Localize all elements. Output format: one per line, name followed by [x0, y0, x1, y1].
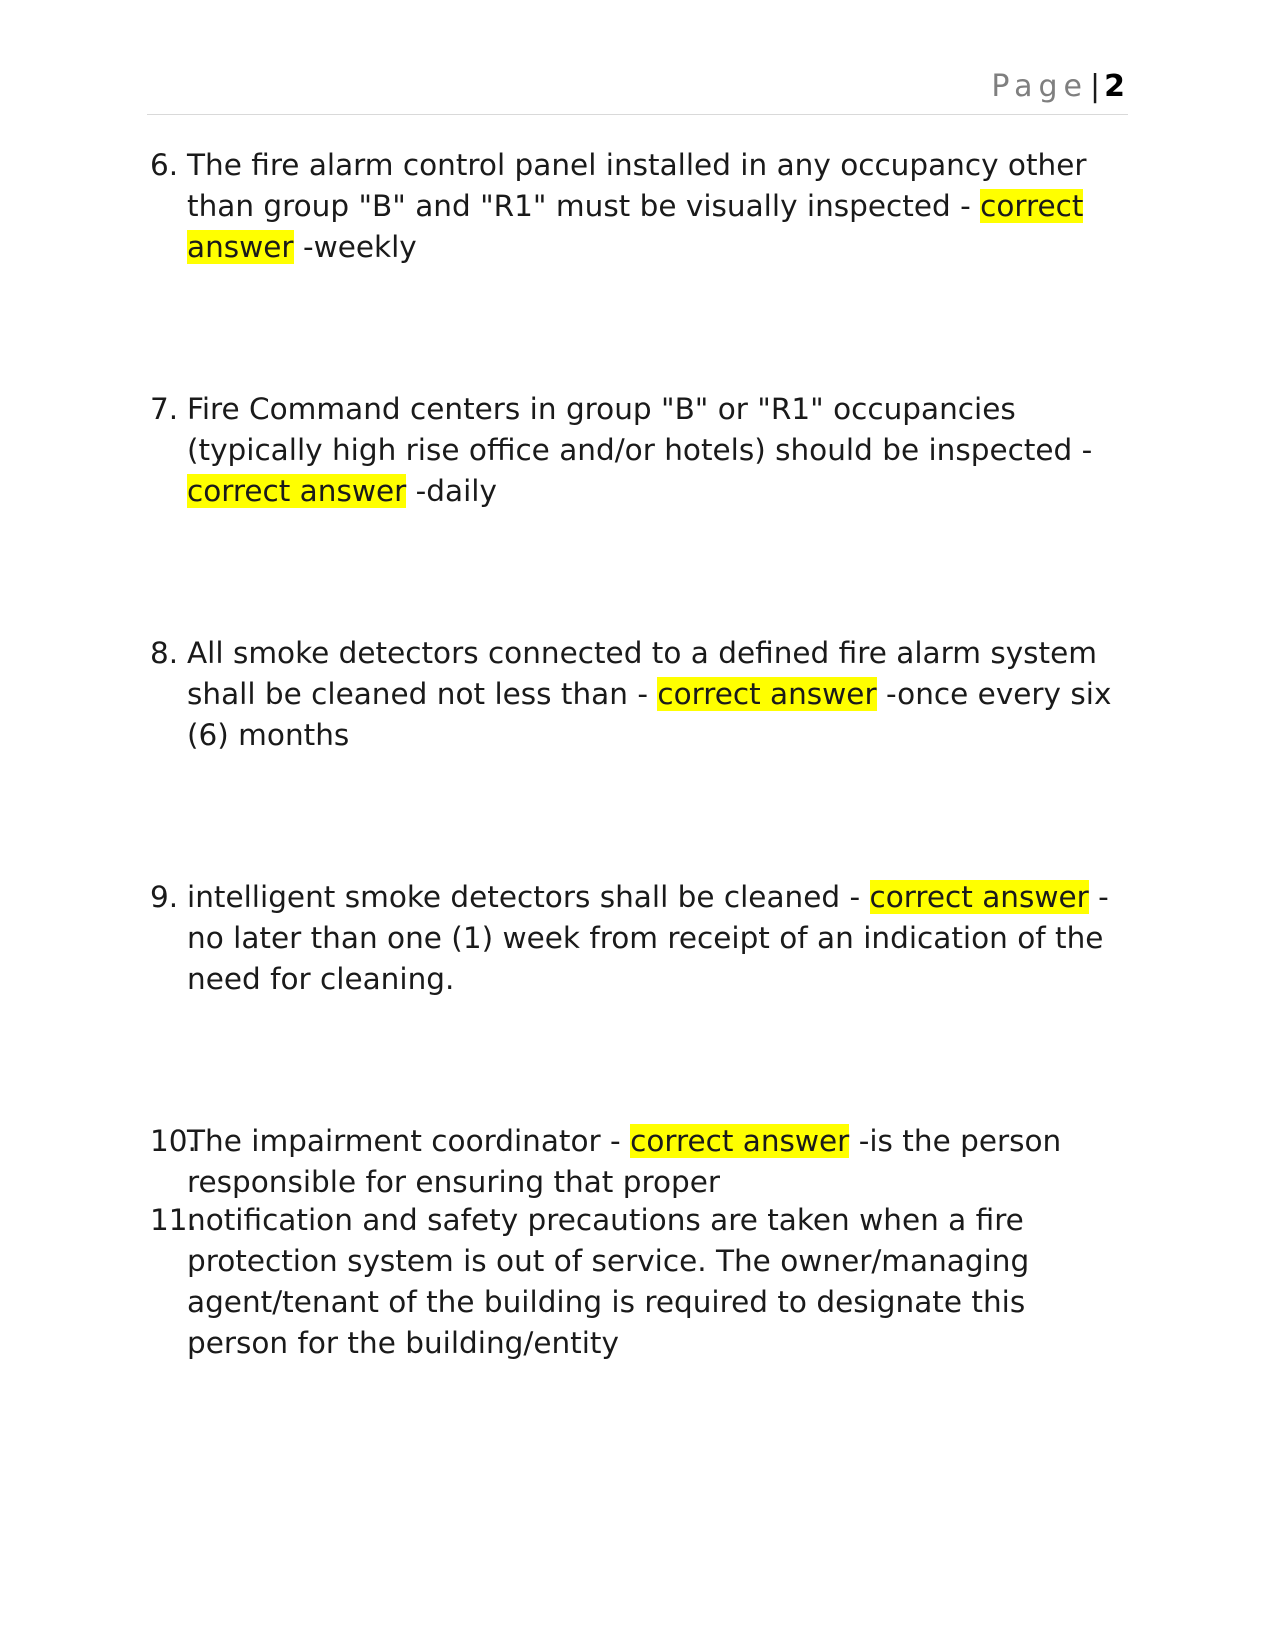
question-text: All smoke detectors connected to a defined fire alarm system shall be cleaned not less than -: [187, 636, 1097, 711]
question-number: 10.: [150, 1124, 197, 1158]
question-7: [150, 389, 1130, 512]
correct-answer-highlight: correct answer: [630, 1124, 850, 1158]
answer-text: -once every six (6) months: [187, 677, 1112, 752]
question-9: [150, 877, 1130, 1000]
answer-text: -weekly: [302, 230, 417, 264]
question-11: [150, 1200, 1130, 1364]
question-number: 9.: [150, 880, 179, 914]
question-text: The impairment coordinator -: [187, 1124, 621, 1158]
question-text: notification and safety precautions are taken when a fire protection system is out of service. The owner/managing agent/tenant of the building is required to designate this person for the building/entity: [187, 1203, 1030, 1360]
question-number: 7.: [150, 392, 179, 426]
question-number: 11.: [150, 1203, 197, 1237]
correct-answer-highlight: correct answer: [657, 677, 877, 711]
question-text: intelligent smoke detectors shall be cleaned -: [187, 880, 861, 914]
correct-answer-highlight: correct answer: [187, 474, 407, 508]
question-8: [150, 633, 1130, 756]
question-6: [150, 145, 1130, 268]
answer-text: -daily: [415, 474, 497, 508]
correct-answer-highlight: correct answer: [869, 880, 1089, 914]
question-text: The fire alarm control panel installed in any occupancy other than group "B" and "R1" must be visually inspected -: [187, 148, 1087, 223]
question-number: 6.: [150, 148, 179, 182]
page-label: Page: [991, 69, 1089, 104]
page-separator: |: [1090, 69, 1101, 104]
answer-text: - no later than one (1) week from receipt of an indication of the need for cleaning.: [187, 880, 1109, 996]
correct-answer-highlight: correct answer: [187, 189, 1084, 264]
answer-text: -is the person responsible for ensuring that proper: [187, 1124, 1062, 1199]
question-text: Fire Command centers in group "B" or "R1" occupancies (typically high rise office and/or hotels) should be inspected -: [187, 392, 1093, 467]
question-10: [150, 1121, 1130, 1203]
page-header: [991, 69, 1125, 104]
page-number: 2: [1104, 69, 1125, 104]
header-divider: [147, 114, 1128, 115]
question-number: 8.: [150, 636, 179, 670]
